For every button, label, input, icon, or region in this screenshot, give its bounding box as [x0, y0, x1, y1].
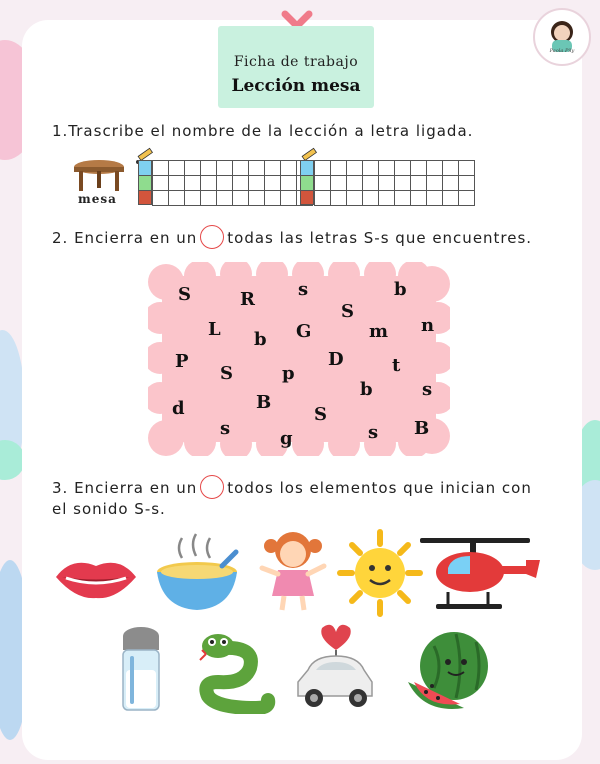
lips-icon[interactable] — [52, 552, 140, 602]
letter[interactable]: b — [254, 329, 267, 350]
letter[interactable]: g — [280, 428, 293, 449]
writing-grid[interactable] — [314, 160, 475, 206]
watermelon-icon[interactable] — [404, 628, 496, 714]
instruction-2-end: todas las letras S-s que encuentres. — [227, 229, 533, 247]
line-color-strip — [138, 160, 152, 206]
letter[interactable]: D — [328, 349, 344, 370]
instruction-3-end: todos los elementos que inician con — [227, 479, 532, 497]
lesson-header — [218, 26, 374, 108]
letter[interactable]: p — [282, 363, 295, 384]
letter[interactable]: d — [172, 398, 185, 419]
circle-icon — [200, 475, 224, 499]
letter[interactable]: s — [422, 379, 433, 400]
letter[interactable]: S — [314, 404, 327, 425]
instruction-2 — [52, 228, 532, 249]
letter[interactable]: n — [421, 315, 435, 336]
letter[interactable]: S — [341, 301, 354, 322]
letter[interactable]: b — [360, 379, 373, 400]
letter[interactable]: P — [175, 351, 189, 372]
lesson-title: Lección mesa — [231, 76, 361, 96]
author-signature: Paola Pily — [549, 48, 575, 54]
letter[interactable]: b — [394, 279, 407, 300]
soup-bowl-icon[interactable] — [152, 530, 242, 612]
letter-area — [148, 262, 450, 456]
letter[interactable]: S — [220, 363, 233, 384]
letter[interactable]: s — [368, 422, 379, 443]
instruction-3-line2: el sonido S-s. — [52, 500, 166, 518]
snake-icon[interactable] — [196, 626, 276, 714]
instruction-1: 1.Trascribe el nombre de la lección a letra ligada. — [52, 122, 474, 140]
doll-icon[interactable] — [256, 528, 330, 616]
writing-grid[interactable] — [152, 160, 313, 206]
sun-icon[interactable] — [336, 528, 424, 618]
avatar-icon — [535, 10, 589, 64]
letter[interactable]: R — [240, 289, 255, 310]
circle-icon — [200, 225, 224, 249]
instruction-3 — [52, 478, 532, 499]
header-subtitle: Ficha de trabajo — [233, 54, 359, 70]
instruction-2-start: 2. Encierra en un — [52, 229, 198, 247]
letter[interactable]: B — [414, 418, 430, 439]
table-word: mesa — [78, 192, 117, 206]
author-avatar — [533, 8, 591, 66]
letter[interactable]: B — [256, 392, 272, 413]
instruction-3-start: 3. Encierra en un — [52, 479, 198, 497]
salt-shaker-icon[interactable] — [118, 626, 164, 714]
table-icon — [72, 158, 128, 192]
letter[interactable]: L — [208, 319, 221, 340]
letter[interactable]: s — [298, 279, 309, 300]
letter[interactable]: S — [178, 284, 191, 305]
letter[interactable]: G — [296, 321, 312, 342]
helicopter-icon[interactable] — [418, 534, 542, 614]
toy-car-icon[interactable] — [292, 622, 378, 714]
letter[interactable]: t — [392, 355, 401, 376]
line-color-strip — [300, 160, 314, 206]
letter[interactable]: m — [369, 321, 389, 342]
letter[interactable]: s — [220, 418, 231, 439]
